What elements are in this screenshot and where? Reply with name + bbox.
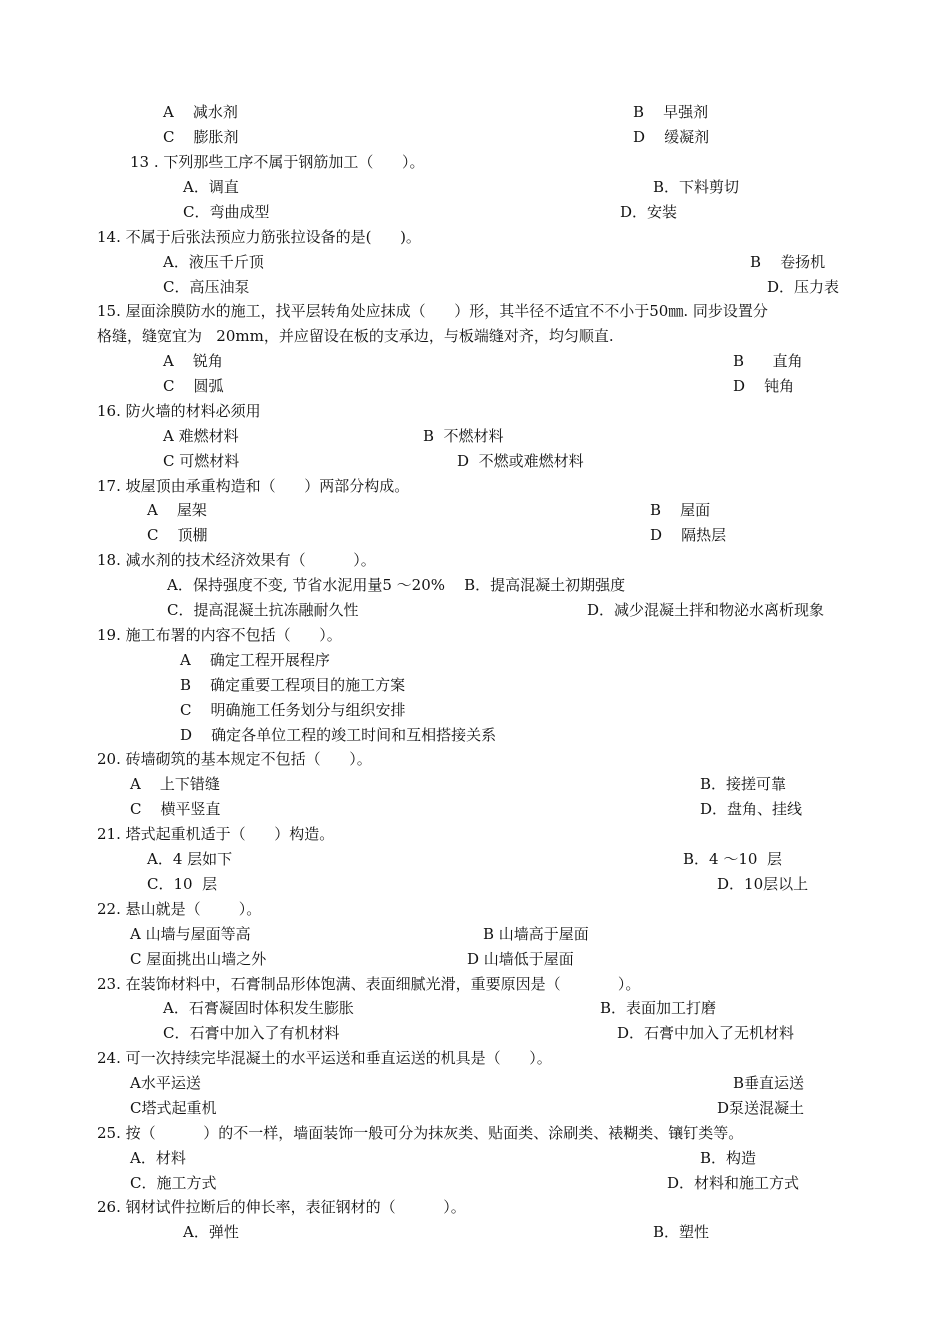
text-line: 21. 塔式起重机适于（ ）构造。 (97, 825, 335, 843)
text-line: A 上下错缝 (130, 775, 220, 793)
text-line: B 确定重要工程项目的施工方案 (180, 676, 406, 694)
text-line: A 难燃材料 (163, 427, 239, 445)
text-line: A 锐角 (163, 352, 223, 370)
text-line: D 山墙低于屋面 (467, 950, 574, 968)
text-line: C．石膏中加入了有机材料 (163, 1024, 340, 1042)
text-line: A．调直 (183, 178, 239, 196)
text-line: C．高压油泵 (163, 278, 250, 296)
text-line: C 横平竖直 (130, 800, 221, 818)
text-line: A．液压千斤顶 (163, 253, 264, 271)
text-line: D 隔热层 (650, 526, 727, 544)
text-line: D 钝角 (733, 377, 795, 395)
text-line: A．保持强度不变, 节省水泥用量5 ～20% B．提高混凝土初期强度 (167, 576, 626, 594)
text-line: A 屋架 (147, 501, 207, 519)
text-line: 26. 钢材试件拉断后的伸长率，表征钢材的（ ）。 (97, 1198, 466, 1216)
text-line: A．材料 (130, 1149, 186, 1167)
text-line: A．弹性 (183, 1223, 239, 1241)
text-line: A水平运送 (130, 1074, 201, 1092)
text-line: A 山墙与屋面等高 (130, 925, 251, 943)
text-line: B 直角 (733, 352, 803, 370)
text-line: A 确定工程开展程序 (180, 651, 330, 669)
text-line: C 可燃材料 (163, 452, 240, 470)
text-line: B垂直运送 (733, 1074, 805, 1092)
text-line: B 不燃材料 (423, 427, 504, 445)
text-line: C．施工方式 (130, 1174, 217, 1192)
text-line: 18. 减水剂的技术经济效果有（ ）。 (97, 551, 376, 569)
text-line: C．弯曲成型 (183, 203, 270, 221)
text-line: B．表面加工打磨 (600, 999, 717, 1017)
text-line: 13 . 下列那些工序不属于钢筋加工（ ）。 (130, 153, 425, 171)
text-line: A．4 层如下 (147, 850, 233, 868)
text-line: D泵送混凝土 (717, 1099, 805, 1117)
text-line: 20. 砖墙砌筑的基本规定不包括（ ）。 (97, 750, 372, 768)
text-line: 25. 按（ ）的不一样，墙面装饰一般可分为抹灰类、贴面类、涂刷类、裱糊类、镶钉类等。 (97, 1124, 744, 1142)
text-line: D．盘角、挂线 (700, 800, 803, 818)
text-line: 14. 不属于后张法预应力筋张拉设备的是( )。 (97, 228, 421, 246)
text-line: B．塑性 (653, 1223, 710, 1241)
text-line: C 圆弧 (163, 377, 224, 395)
text-line: B 早强剂 (633, 103, 709, 121)
text-line: B．接搓可靠 (700, 775, 787, 793)
text-line: C 屋面挑出山墙之外 (130, 950, 267, 968)
text-line: D．安装 (620, 203, 678, 221)
text-line: D 确定各单位工程的竣工时间和互相搭接关系 (180, 726, 497, 744)
text-line: D 缓凝剂 (633, 128, 710, 146)
text-line: D．压力表 (767, 278, 840, 296)
text-line: 16. 防火墙的材料必须用 (97, 402, 261, 420)
text-line: B 卷扬机 (750, 253, 826, 271)
text-line: C 顶棚 (147, 526, 208, 544)
text-line: B．4 ～10 层 (683, 850, 782, 868)
text-line: D．材料和施工方式 (667, 1174, 800, 1192)
text-line: C 明确施工任务划分与组织安排 (180, 701, 406, 719)
text-line: A 减水剂 (163, 103, 238, 121)
text-line: D．石膏中加入了无机材料 (617, 1024, 795, 1042)
text-line: 17. 坡屋顶由承重构造和（ ）两部分构成。 (97, 477, 410, 495)
text-line: D 不燃或难燃材料 (457, 452, 584, 470)
text-line: B．下料剪切 (653, 178, 740, 196)
text-line: B．构造 (700, 1149, 757, 1167)
text-line: D．减少混凝土拌和物泌水离析现象 (587, 601, 825, 619)
text-line: B 屋面 (650, 501, 711, 519)
text-line: C 膨胀剂 (163, 128, 239, 146)
text-line: B 山墙高于屋面 (483, 925, 589, 943)
text-line: 23. 在装饰材料中，石膏制品形体饱满、表面细腻光滑，重要原因是（ ）。 (97, 975, 641, 993)
text-line: C．10 层 (147, 875, 218, 893)
text-line: C．提高混凝土抗冻融耐久性 (167, 601, 359, 619)
text-line: A．石膏凝固时体积发生膨胀 (163, 999, 354, 1017)
text-line: D．10层以上 (717, 875, 809, 893)
text-line: 22. 悬山就是（ ）。 (97, 900, 262, 918)
text-line: 格缝，缝宽宜为 20mm，并应留设在板的支承边，与板端缝对齐，均匀顺直. (97, 327, 614, 345)
text-line: 24. 可一次持续完毕混凝土的水平运送和垂直运送的机具是（ ）。 (97, 1049, 552, 1067)
text-line: 15. 屋面涂膜防水的施工，找平层转角处应抹成（ ）形，其半径不适宜不不小于50㎜. 同步设置分 (97, 302, 768, 320)
text-line: 19. 施工布署的内容不包括（ ）。 (97, 626, 342, 644)
text-line: C塔式起重机 (130, 1099, 217, 1117)
